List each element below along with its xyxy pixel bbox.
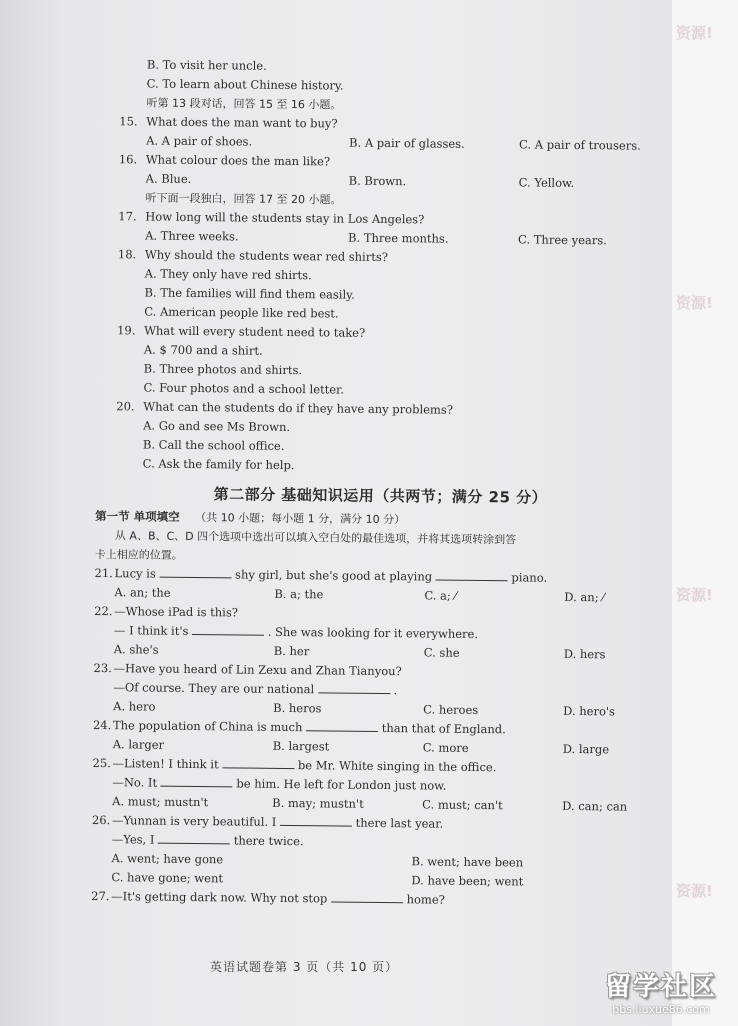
- option-line: A. They only have red shirts.: [144, 266, 312, 283]
- instruction-line: 听下面一段独白，回答 17 至 20 小题。: [145, 191, 342, 207]
- option-c: C. have gone; went: [111, 870, 224, 886]
- option-a: A. A pair of shoes.: [146, 133, 253, 149]
- stem-text: piano.: [511, 570, 548, 585]
- stem-text: there last year.: [355, 815, 444, 831]
- watermark-text: 资源!: [676, 882, 713, 900]
- option-d: D. can; can: [562, 798, 628, 814]
- section-title: 第一节 单项填空: [95, 508, 180, 524]
- stem-text: Lucy is: [114, 566, 156, 581]
- option-c: C. a; ⁄: [424, 588, 457, 603]
- option-b: B. Three months.: [348, 230, 449, 246]
- stem-text: —Whose iPad is this?: [114, 604, 239, 620]
- option-c: C. A pair of trousers.: [519, 137, 641, 153]
- option-line: B. Three photos and shirts.: [143, 361, 303, 378]
- option-a: A. an; the: [114, 585, 171, 600]
- option-d: D. large: [562, 741, 610, 757]
- option-c: C. she: [423, 645, 460, 660]
- question-stem: What does the man want to buy?: [146, 114, 338, 131]
- option-line: C. Ask the family for help.: [142, 456, 295, 473]
- page-margin: [672, 0, 738, 1026]
- option-a: A. must; mustn't: [112, 794, 209, 810]
- question-number: 20.: [116, 399, 135, 414]
- question-number: 16.: [118, 152, 138, 167]
- question-number: 21.: [94, 565, 113, 581]
- question-stem: Why should the students wear red shirts?: [144, 247, 389, 265]
- option-a: A. Three weeks.: [145, 228, 239, 244]
- question-number: 18.: [117, 247, 137, 262]
- question-stem: [112, 830, 304, 851]
- question-number: 27.: [91, 888, 110, 904]
- page-footer: 英语试题卷第 3 页（共 10 页）: [210, 960, 399, 974]
- option-a: A. hero: [113, 699, 156, 714]
- answer-blank: [159, 566, 231, 579]
- question-stem: What colour does the man like?: [145, 152, 331, 169]
- stem-text: —Listen! I think it: [112, 756, 219, 772]
- option-c: C. Yellow.: [518, 175, 575, 190]
- instruction-text: 从 A、B、C、D 四个选项中选出可以填入空白处的最佳选项，并将其选项转涂到答: [114, 529, 517, 547]
- answer-blank: [306, 719, 378, 732]
- question-number: 19.: [117, 323, 136, 338]
- stem-text: —Yes, I: [111, 832, 155, 847]
- option-c: C. Three years.: [518, 232, 607, 248]
- stem-text: there twice.: [233, 833, 304, 849]
- option-line: B. The families will find them easily.: [144, 285, 355, 302]
- option-line: A. Go and see Ms Brown.: [143, 418, 291, 435]
- answer-blank: [158, 832, 230, 845]
- question-number: 25.: [92, 755, 111, 771]
- part-title: 第二部分 基础知识运用（共两节；满分 25 分）: [213, 485, 548, 507]
- stem-text: . She was looking for it everywhere.: [267, 624, 479, 641]
- option-a: A. Blue.: [145, 171, 192, 186]
- option-b: B. heros: [273, 700, 322, 716]
- option-d: D. have been; went: [411, 873, 524, 889]
- option-line: B. Call the school office.: [142, 437, 285, 453]
- option-b: B. Brown.: [348, 173, 407, 189]
- question-stem: What can the students do if they have any problems?: [143, 399, 454, 417]
- option-line: C. Four photos and a school letter.: [143, 380, 345, 397]
- instruction-text: 卡上相应的位置。: [94, 547, 183, 562]
- question-stem: How long will the students stay in Los Angeles?: [145, 209, 425, 227]
- section-note: （共 10 小题；每小题 1 分，满分 10 分）: [195, 511, 406, 527]
- stem-text: —Of course. They are our national: [113, 680, 315, 697]
- option-d: D. an; ⁄: [564, 589, 605, 605]
- stem-text: —Have you heard of Lin Zexu and Zhan Tianyou?: [113, 661, 402, 679]
- stem-text: home?: [406, 892, 445, 907]
- stem-text: .: [393, 683, 398, 698]
- answer-blank: [280, 814, 352, 827]
- stem-text: —No. It: [112, 775, 158, 790]
- stem-text: shy girl, but she's good at playing: [235, 567, 433, 584]
- option-a: A. larger: [112, 737, 165, 752]
- stem-text: —It's getting dark now. Why not stop: [111, 889, 328, 906]
- option-b: B. her: [273, 643, 310, 659]
- question-stem: [111, 887, 445, 909]
- answer-blank: [318, 681, 390, 694]
- option-line: C. American people like red best.: [144, 304, 339, 321]
- answer-blank: [436, 569, 508, 582]
- option-line: B. To visit her uncle.: [146, 57, 267, 73]
- watermark-text: 资源!: [676, 24, 713, 42]
- stem-text: be Mr. White singing in the office.: [297, 758, 497, 775]
- stem-text: be him. He left for London just now.: [236, 776, 447, 793]
- option-d: D. hers: [563, 646, 606, 662]
- question-number: 24.: [92, 717, 112, 733]
- question-number: 26.: [91, 812, 111, 828]
- option-b: B. A pair of glasses.: [349, 135, 465, 151]
- answer-blank: [222, 756, 294, 769]
- answer-blank: [161, 775, 233, 788]
- option-c: C. more: [422, 740, 469, 755]
- watermark-text: 资源!: [676, 586, 713, 604]
- exam-page-content: [91, 55, 670, 912]
- option-c: C. heroes: [423, 702, 479, 717]
- stem-text: —Yunnan is very beautiful. I: [111, 813, 277, 829]
- option-d: D. hero's: [563, 703, 616, 719]
- option-a: A. went; have gone: [111, 851, 224, 867]
- option-a: A. she's: [113, 642, 159, 657]
- question-number: 15.: [119, 114, 138, 129]
- question-stem: What will every student need to take?: [144, 323, 366, 340]
- stem-text: than that of England.: [381, 720, 506, 737]
- logo-url: bbs.liuxue86.com: [612, 1003, 710, 1016]
- option-b: B. may; mustn't: [272, 795, 364, 811]
- site-logo: [596, 966, 726, 1018]
- stem-text: The population of China is much: [112, 718, 303, 735]
- option-b: B. largest: [272, 738, 330, 754]
- option-b: B. a; the: [274, 586, 324, 602]
- question-number: 22.: [94, 603, 113, 619]
- answer-blank: [192, 623, 264, 636]
- question-stem: [114, 602, 238, 622]
- answer-blank: [331, 890, 403, 903]
- option-line: A. $ 700 and a shirt.: [143, 342, 263, 358]
- question-number: 17.: [118, 209, 137, 224]
- question-number: 23.: [93, 660, 112, 676]
- logo-text: 留学社区: [604, 972, 717, 1002]
- instruction-line: 听第 13 段对话，回答 15 至 16 小题。: [146, 96, 342, 112]
- watermark-text: 资源!: [676, 294, 713, 312]
- option-line: C. To learn about Chinese history.: [146, 76, 344, 93]
- stem-text: — I think it's: [113, 623, 189, 638]
- option-c: C. must; can't: [422, 797, 503, 813]
- option-b: B. went; have been: [411, 854, 524, 870]
